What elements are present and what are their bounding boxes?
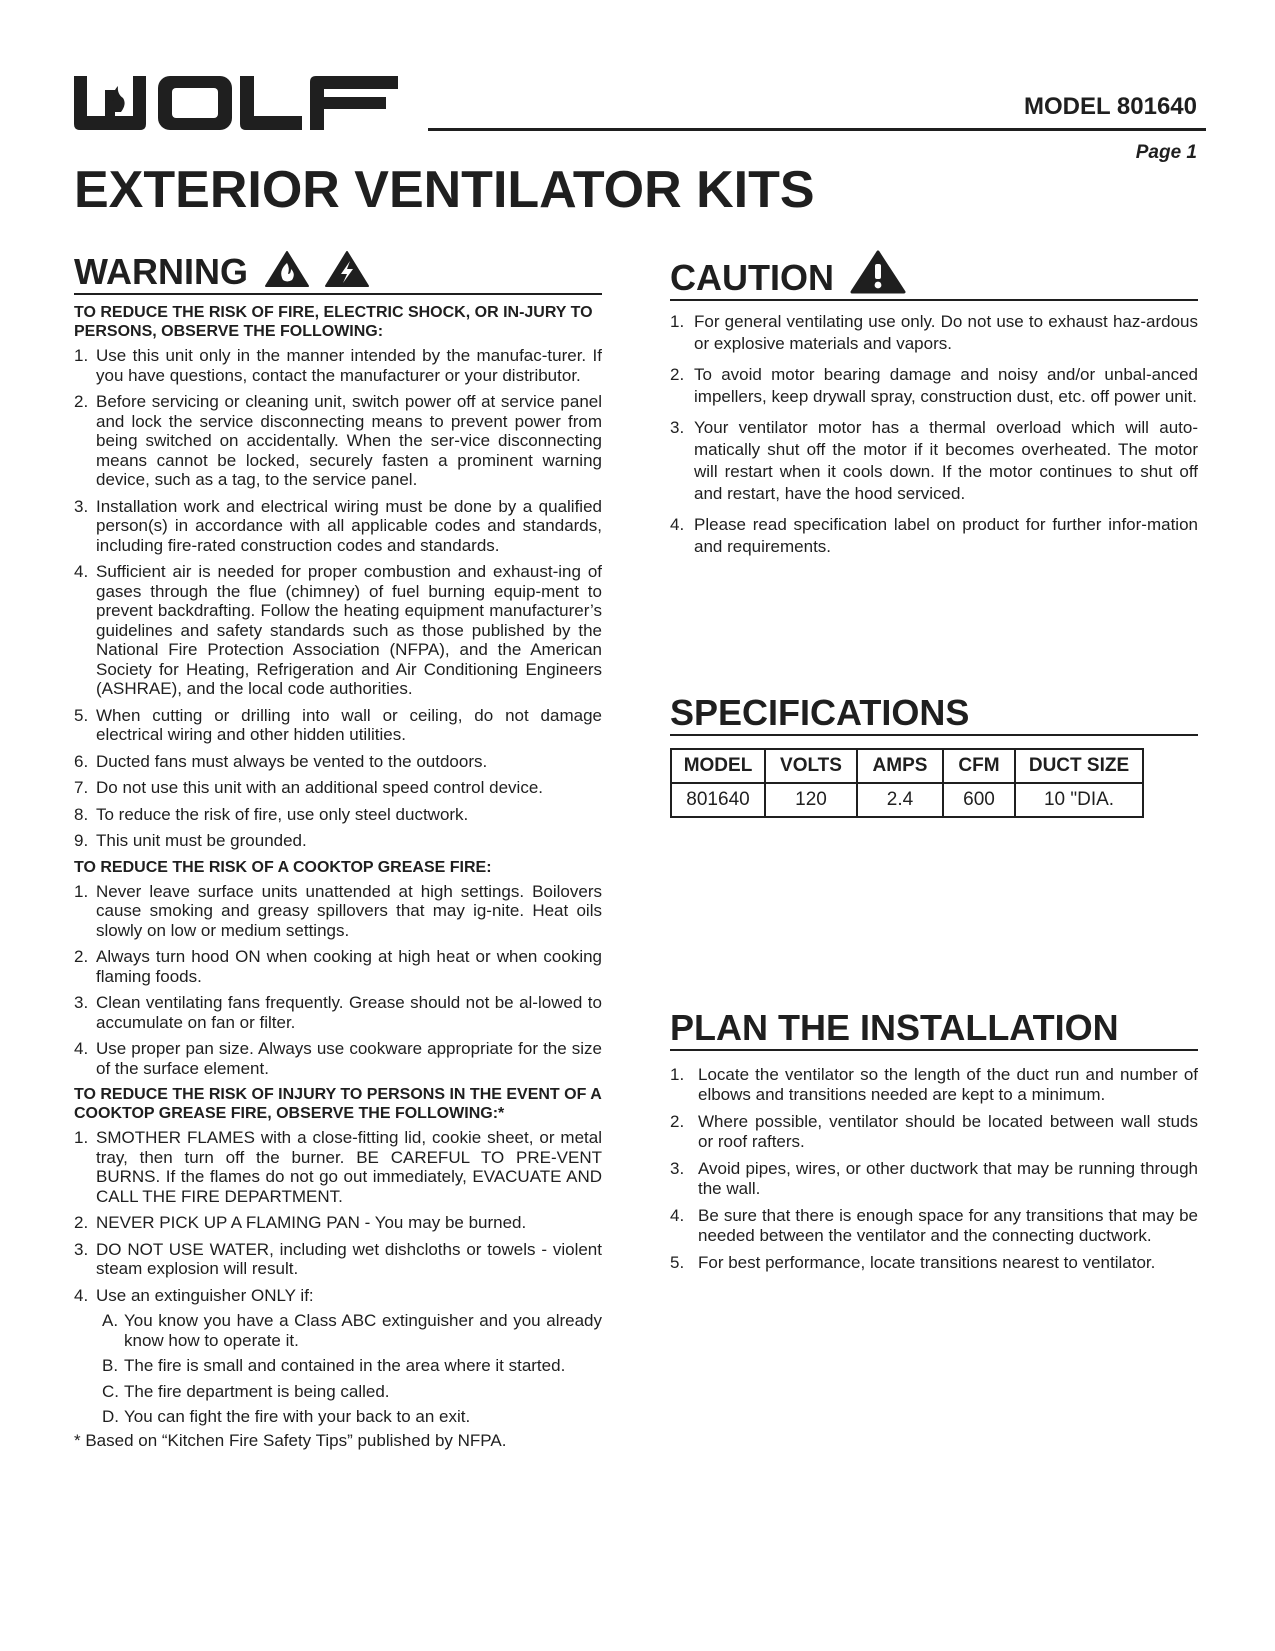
extinguisher-condition-text: The fire department is being called. [124, 1381, 390, 1401]
warning-item [74, 497, 602, 556]
fire-hazard-icon [264, 250, 310, 288]
plan-item-number: 3. [670, 1159, 685, 1178]
warning-heading: WARNING [74, 251, 248, 292]
plan-list [670, 1065, 1198, 1273]
footnote: * Based on “Kitchen Fire Safety Tips” published by NFPA. [74, 1430, 507, 1450]
spec-header-row [671, 749, 1143, 783]
injury-item-number: 3. [74, 1239, 89, 1259]
plan-item-text: Where possible, ventilator should be located between wall studs or roof rafters. [698, 1112, 1198, 1151]
grease-item-number: 3. [74, 993, 89, 1012]
warning-item-text: This unit must be grounded. [96, 831, 307, 850]
warning-item-text: Do not use this unit with an additional speed control device. [96, 778, 543, 797]
warning-item-number: 2. [74, 392, 89, 411]
plan-item-number: 4. [670, 1206, 685, 1225]
spec-body [671, 783, 1143, 817]
caution-item-number: 2. [670, 365, 685, 384]
injury-item-number: 2. [74, 1213, 89, 1232]
warning-item-number: 6. [74, 751, 89, 771]
warning-item [74, 752, 602, 772]
injury-item [74, 1128, 602, 1206]
caution-item [670, 311, 1198, 355]
injury-item-number: 1. [74, 1128, 89, 1147]
specifications-heading-row [670, 693, 1198, 736]
header-rule [428, 128, 1206, 131]
warning-heading-row [74, 250, 602, 295]
injury-item-text: NEVER PICK UP A FLAMING PAN - You may be burned. [96, 1213, 527, 1232]
caution-item-text: Please read specification label on product for further infor-mation and requirements. [694, 515, 1198, 556]
extinguisher-condition-text: The fire is small and contained in the area where it started. [124, 1356, 566, 1375]
injury-item [74, 1286, 602, 1427]
page-title: EXTERIOR VENTILATOR KITS [74, 161, 815, 219]
caution-item-number: 3. [670, 418, 685, 437]
caution-item [670, 364, 1198, 408]
plan-item [670, 1065, 1198, 1104]
caution-item [670, 514, 1198, 558]
warning-item-text: Use this unit only in the manner intended by the manufac-turer. If you have questions, contact the manufacturer or your distributor. [96, 346, 602, 385]
extinguisher-conditions-list [96, 1311, 602, 1427]
extinguisher-condition [102, 1356, 602, 1376]
plan-item-number: 5. [670, 1253, 685, 1272]
plan-item-text: Be sure that there is enough space for any transitions that may be needed between the ventilator and the connecting ductwork. [698, 1206, 1198, 1245]
specifications-table [670, 748, 1144, 818]
spec-cell: 120 [765, 783, 857, 817]
warning-item [74, 392, 602, 490]
page-number: Page 1 [1135, 142, 1197, 163]
warning-item-number: 9. [74, 831, 89, 850]
extinguisher-condition [102, 1407, 602, 1427]
warning-item-number: 4. [74, 562, 89, 581]
exclamation-warning-icon [850, 250, 906, 294]
plan-item-number: 1. [670, 1065, 685, 1084]
caution-item-text: Your ventilator motor has a thermal overload which will auto-matically shut off the motor if it becomes overheated. The motor will restart when it cools down. If the motor continues to shut off and restart, have the hood serviced. [694, 418, 1198, 503]
plan-item-number: 2. [670, 1112, 685, 1131]
warning-item-number: 5. [74, 705, 89, 725]
injury-item-text: DO NOT USE WATER, including wet dishcloths or towels - violent steam explosion will result. [96, 1239, 602, 1278]
extinguisher-condition-letter: C. [102, 1381, 119, 1401]
plan-item-text: Locate the ventilator so the length of the duct run and number of elbows and transitions needed are kept to a minimum. [698, 1065, 1198, 1104]
spec-cell: 2.4 [857, 783, 943, 817]
plan-heading-row [670, 1008, 1198, 1051]
warning-item-text: Ducted fans must always be vented to the outdoors. [96, 751, 488, 771]
caution-item-text: To avoid motor bearing damage and noisy and/or unbal-anced impellers, keep drywall spray, construction dust, etc. off power unit. [694, 365, 1198, 406]
spec-cell: 801640 [671, 783, 765, 817]
caution-item-number: 4. [670, 515, 685, 534]
warning-item-text: To reduce the risk of fire, use only steel ductwork. [96, 804, 469, 824]
grease-item-number: 2. [74, 947, 89, 966]
grease-item [74, 947, 602, 986]
extinguisher-condition-letter: B. [102, 1356, 119, 1375]
grease-item-number: 1. [74, 881, 89, 901]
extinguisher-condition-text: You know you have a Class ABC extinguisher and you already know how to operate it. [124, 1311, 602, 1350]
injury-list [74, 1128, 602, 1427]
wolf-logo [72, 72, 402, 134]
injury-heading: TO REDUCE THE RISK OF INJURY TO PERSONS IN THE EVENT OF A COOKTOP GREASE FIRE, OBSERVE THE FOLLOWING:* [74, 1086, 602, 1122]
plan-item [670, 1112, 1198, 1151]
extinguisher-condition-letter: D. [102, 1407, 119, 1426]
grease-item-text: Always turn hood ON when cooking at high heat or when cooking flaming foods. [96, 947, 602, 986]
caution-heading: CAUTION [670, 257, 834, 298]
warning-item [74, 778, 602, 798]
grease-item [74, 1039, 602, 1078]
warning-item [74, 831, 602, 851]
spec-column-header: AMPS [857, 749, 943, 783]
spec-column-header: CFM [943, 749, 1015, 783]
grease-item [74, 882, 602, 941]
extinguisher-condition-letter: A. [102, 1311, 119, 1330]
warning-item [74, 562, 602, 699]
plan-item-text: For best performance, locate transitions nearest to ventilator. [698, 1253, 1156, 1272]
warning-section [74, 250, 602, 1450]
warning-list [74, 346, 602, 851]
caution-heading-row [670, 250, 1198, 301]
grease-item [74, 993, 602, 1032]
warning-item-number: 3. [74, 496, 89, 516]
injury-item-text: SMOTHER FLAMES with a close-fitting lid, cookie sheet, or metal tray, then turn off the burner. BE CAREFUL TO PRE-VENT BURNS. If the flames do not go out immediately, EVACUATE AND CALL THE FIRE DEPARTMENT. [96, 1128, 602, 1206]
injury-item [74, 1240, 602, 1279]
plan-heading: PLAN THE INSTALLATION [670, 1007, 1119, 1048]
spec-cell: 600 [943, 783, 1015, 817]
caution-item-text: For general ventilating use only. Do not use to exhaust haz-ardous or explosive materials and vapors. [694, 312, 1198, 353]
specifications-heading: SPECIFICATIONS [670, 692, 970, 733]
grease-item-text: Use proper pan size. Always use cookware appropriate for the size of the surface element. [96, 1039, 602, 1078]
warning-item-text: Installation work and electrical wiring must be done by a qualified person(s) in accordance with all applicable codes and standards, including fire-rated construction codes and standards. [96, 496, 602, 555]
injury-item-number: 4. [74, 1285, 89, 1305]
spec-row [671, 783, 1143, 817]
extinguisher-condition [102, 1382, 602, 1402]
plan-item [670, 1159, 1198, 1198]
caution-item-number: 1. [670, 312, 685, 331]
extinguisher-condition-text: You can fight the fire with your back to an exit. [124, 1407, 471, 1426]
grease-fire-heading: TO REDUCE THE RISK OF A COOKTOP GREASE FIRE: [74, 858, 492, 876]
electric-shock-icon [324, 250, 370, 288]
plan-item [670, 1253, 1198, 1273]
plan-item [670, 1206, 1198, 1245]
caution-list [670, 311, 1198, 558]
warning-item [74, 346, 602, 385]
model-number: MODEL 801640 [1024, 93, 1197, 120]
injury-item [74, 1213, 602, 1233]
spec-cell: 10 "DIA. [1015, 783, 1143, 817]
grease-item-text: Never leave surface units unattended at high settings. Boilovers cause smoking and greasy spillovers that may ig-nite. Heat oils slowly on low or medium settings. [96, 881, 602, 940]
injury-item-text: Use an extinguisher ONLY if: [96, 1285, 314, 1305]
warning-item-text: When cutting or drilling into wall or ceiling, do not damage electrical wiring and other hidden utilities. [96, 705, 602, 744]
caution-item [670, 417, 1198, 505]
warning-item-number: 7. [74, 778, 89, 797]
grease-item-number: 4. [74, 1039, 89, 1058]
spec-column-header: MODEL [671, 749, 765, 783]
warning-item-number: 1. [74, 346, 89, 365]
extinguisher-condition [102, 1311, 602, 1350]
warning-item-text: Sufficient air is needed for proper combustion and exhaust-ing of gases through the flue (chimney) of fuel burning equip-ment to prevent backdrafting. Follow the heating equipment manufacturer’s guidelines and safety standards such as those published by the National Fire Protection Association (NFPA), and the American Society for Heating, Refrigeration and Air Conditioning Engineers (ASHRAE), and the local code authorities. [96, 562, 602, 698]
grease-item-text: Clean ventilating fans frequently. Grease should not be al-lowed to accumulate on fan or filter. [96, 993, 602, 1032]
right-column [670, 250, 1198, 1281]
warning-item-number: 8. [74, 804, 89, 824]
spec-column-header: VOLTS [765, 749, 857, 783]
grease-fire-list [74, 882, 602, 1079]
warning-item [74, 706, 602, 745]
warning-intro: TO REDUCE THE RISK OF FIRE, ELECTRIC SHOCK, OR IN-JURY TO PERSONS, OBSERVE THE FOLLOWING: [74, 304, 593, 340]
spec-column-header: DUCT SIZE [1015, 749, 1143, 783]
plan-item-text: Avoid pipes, wires, or other ductwork that may be running through the wall. [698, 1159, 1198, 1198]
warning-item-text: Before servicing or cleaning unit, switch power off at service panel and lock the service disconnecting means to prevent power from being switched on accidentally. When the ser-vice disconnecting means cannot be locked, securely fasten a prominent warning device, such as a tag, to the service panel. [96, 392, 602, 489]
warning-item [74, 805, 602, 825]
